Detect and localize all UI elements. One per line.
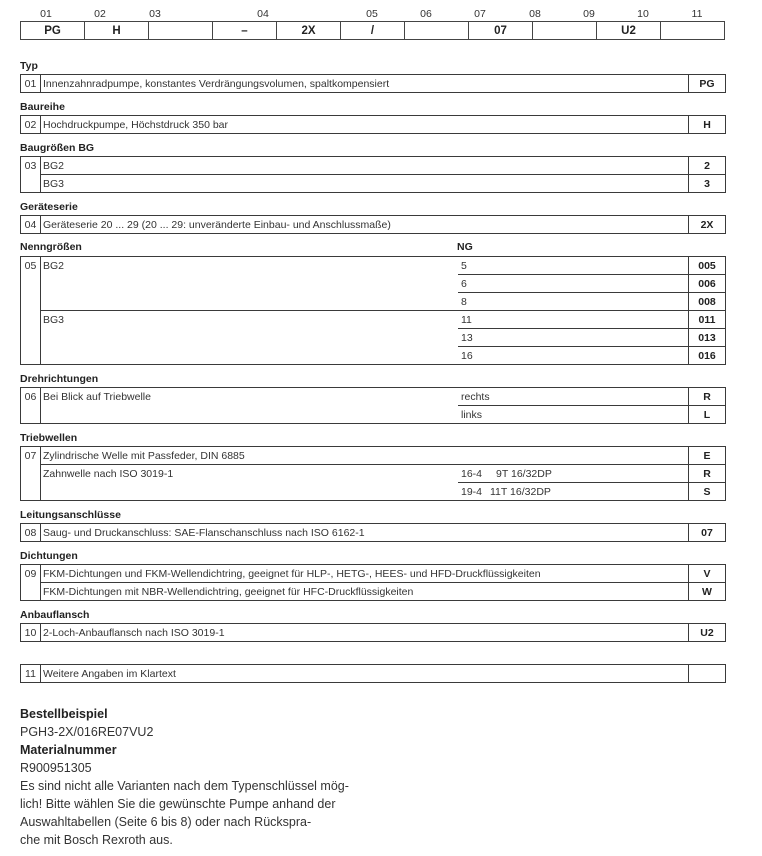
option-description: Zylindrische Welle mit Passfeder, DIN 6885 <box>43 450 245 462</box>
option-code: 013 <box>688 328 726 347</box>
position-label: 02 <box>94 8 106 20</box>
option-code: 2 <box>688 156 726 175</box>
option-code: V <box>688 564 726 583</box>
option-description: Hochdruckpumpe, Höchstdruck 350 bar <box>43 119 229 131</box>
divider <box>40 582 688 583</box>
option-code: L <box>688 405 726 424</box>
position-number: 05 <box>24 260 37 272</box>
position-number: 09 <box>24 568 37 580</box>
note-line: Auswahltabellen (Seite 6 bis 8) oder nach Rückspra- <box>20 815 312 829</box>
ng-value: 16 <box>461 350 473 362</box>
position-number: 06 <box>24 391 37 403</box>
option-code: 016 <box>688 346 726 365</box>
section-title-dichtungen: Dichtungen <box>20 550 78 562</box>
option-description: Zahnwelle nach ISO 3019-1 <box>43 468 174 480</box>
section-box-typ <box>20 74 689 93</box>
option-description: Saug- und Druckanschluss: SAE-Flanschanschluss nach ISO 6162-1 <box>43 527 365 539</box>
option-code: 008 <box>688 292 726 311</box>
section-title-nenngroessen: Nenngrößen <box>20 241 82 253</box>
code-cell: 2X <box>277 22 341 39</box>
position-number: 02 <box>24 119 37 131</box>
position-number: 04 <box>24 219 37 231</box>
spline-spec: 9T 16/32DP <box>496 468 552 480</box>
option-code: 006 <box>688 274 726 293</box>
option-description: Bei Blick auf Triebwelle <box>43 391 151 403</box>
code-cell: – <box>213 22 277 39</box>
group-label: BG2 <box>43 260 65 272</box>
option-code: E <box>688 446 726 465</box>
order-example-value: PGH3-2X/016RE07VU2 <box>20 725 154 739</box>
divider <box>40 665 41 682</box>
option-code: 2X <box>688 215 726 234</box>
ng-value: 5 <box>461 260 467 272</box>
divider <box>40 116 41 133</box>
option-description: Geräteserie 20 ... 29 (20 ... 29: unveränderte Einbau- und Anschlussmaße) <box>43 219 391 231</box>
position-label: 08 <box>529 8 541 20</box>
position-number: 10 <box>24 627 37 639</box>
divider <box>40 310 688 311</box>
divider <box>458 292 688 293</box>
ng-value: 8 <box>461 296 467 308</box>
note-line: lich! Bitte wählen Sie die gewünschte Pumpe anhand der <box>20 797 336 811</box>
divider <box>40 624 41 641</box>
position-label: 05 <box>366 8 378 20</box>
position-label: 06 <box>420 8 432 20</box>
ng-value: 11 <box>461 314 472 326</box>
spline-size: 19-4 <box>461 486 483 498</box>
option-description: Innenzahnradpumpe, konstantes Verdrängungsvolumen, spaltkompensiert <box>43 78 390 90</box>
section-box-dichtungen <box>20 564 689 601</box>
option-code: 07 <box>688 523 726 542</box>
option-description: 2-Loch-Anbauflansch nach ISO 3019-1 <box>43 627 225 639</box>
code-cell <box>533 22 597 39</box>
position-label: 04 <box>257 8 269 20</box>
option-code <box>688 664 726 683</box>
position-number: 01 <box>24 78 37 90</box>
option-code: 011 <box>688 310 726 329</box>
option-description: BG2 <box>43 160 65 172</box>
divider <box>458 274 688 275</box>
section-title-geraeteserie: Geräteserie <box>20 201 78 213</box>
position-label: 01 <box>40 8 52 20</box>
code-cell <box>661 22 724 39</box>
option-description: FKM-Dichtungen mit NBR-Wellendichtring, geeignet für HFC-Druckflüssigkeiten <box>43 586 414 598</box>
divider <box>40 464 688 465</box>
section-title-drehrichtungen: Drehrichtungen <box>20 373 99 385</box>
option-description: FKM-Dichtungen und FKM-Wellendichtring, geeignet für HLP-, HETG-, HEES- und HFD-Druckflüssigkeiten <box>43 568 541 580</box>
section-title-anbauflansch: Anbauflansch <box>20 609 90 621</box>
position-label: 03 <box>149 8 161 20</box>
group-label: BG3 <box>43 314 65 326</box>
divider <box>458 346 688 347</box>
section-box-drehrichtungen <box>20 387 689 424</box>
section-box-anbauflansch <box>20 623 689 642</box>
divider <box>40 447 41 500</box>
position-number: 03 <box>24 160 37 172</box>
spline-spec: 11T 16/32DP <box>490 486 551 498</box>
note-line: che mit Bosch Rexroth aus. <box>20 833 173 847</box>
note-line: Es sind nicht alle Varianten nach dem Typenschlüssel mög- <box>20 779 349 793</box>
section-box-triebwellen <box>20 446 689 501</box>
option-code: 005 <box>688 256 726 275</box>
option-code: S <box>688 482 726 501</box>
position-number: 11 <box>25 668 36 680</box>
rotation-option: rechts <box>461 391 490 403</box>
section-box-weitere <box>20 664 689 683</box>
code-cell: U2 <box>597 22 661 39</box>
section-title-leitungsanschluesse: Leitungsanschlüsse <box>20 509 121 521</box>
code-cell: PG <box>21 22 85 39</box>
code-cells-row <box>20 21 725 40</box>
divider <box>40 216 41 233</box>
section-title-baureihe: Baureihe <box>20 101 65 113</box>
section-title-baugroessen: Baugrößen BG <box>20 142 95 154</box>
position-number: 07 <box>24 450 37 462</box>
order-example-heading: Bestellbeispiel <box>20 707 108 721</box>
material-number-heading: Materialnummer <box>20 743 117 757</box>
divider <box>40 75 41 92</box>
divider <box>458 482 688 483</box>
material-number-value: R900951305 <box>20 761 92 775</box>
rotation-option: links <box>461 409 483 421</box>
code-cell <box>405 22 469 39</box>
divider <box>458 405 688 406</box>
section-box-leitungsanschluesse <box>20 523 689 542</box>
position-label: 07 <box>474 8 486 20</box>
option-code: U2 <box>688 623 726 642</box>
position-label: 11 <box>691 8 703 20</box>
option-code: R <box>688 387 726 406</box>
code-cell <box>149 22 213 39</box>
code-cell: 07 <box>469 22 533 39</box>
divider <box>40 524 41 541</box>
option-code: R <box>688 464 726 483</box>
section-title-typ: Typ <box>20 60 38 72</box>
divider <box>40 388 41 423</box>
divider <box>458 328 688 329</box>
code-cell: H <box>85 22 149 39</box>
section-title-triebwellen: Triebwellen <box>20 432 78 444</box>
section-box-baugroessen <box>20 156 689 193</box>
ng-value: 13 <box>461 332 473 344</box>
section-box-nenngroessen <box>20 256 689 365</box>
position-number: 08 <box>24 527 37 539</box>
option-code: 3 <box>688 174 726 193</box>
section-box-geraeteserie <box>20 215 689 234</box>
ng-value: 6 <box>461 278 467 290</box>
spline-size: 16-4 <box>461 468 483 480</box>
option-code: PG <box>688 74 726 93</box>
code-cell: / <box>341 22 405 39</box>
option-description: Weitere Angaben im Klartext <box>43 668 176 680</box>
position-label: 09 <box>583 8 595 20</box>
section-box-baureihe <box>20 115 689 134</box>
option-code: H <box>688 115 726 134</box>
option-code: W <box>688 582 726 601</box>
divider <box>40 174 688 175</box>
ng-column-title: NG <box>457 241 473 253</box>
position-label: 10 <box>637 8 649 20</box>
option-description: BG3 <box>43 178 65 190</box>
